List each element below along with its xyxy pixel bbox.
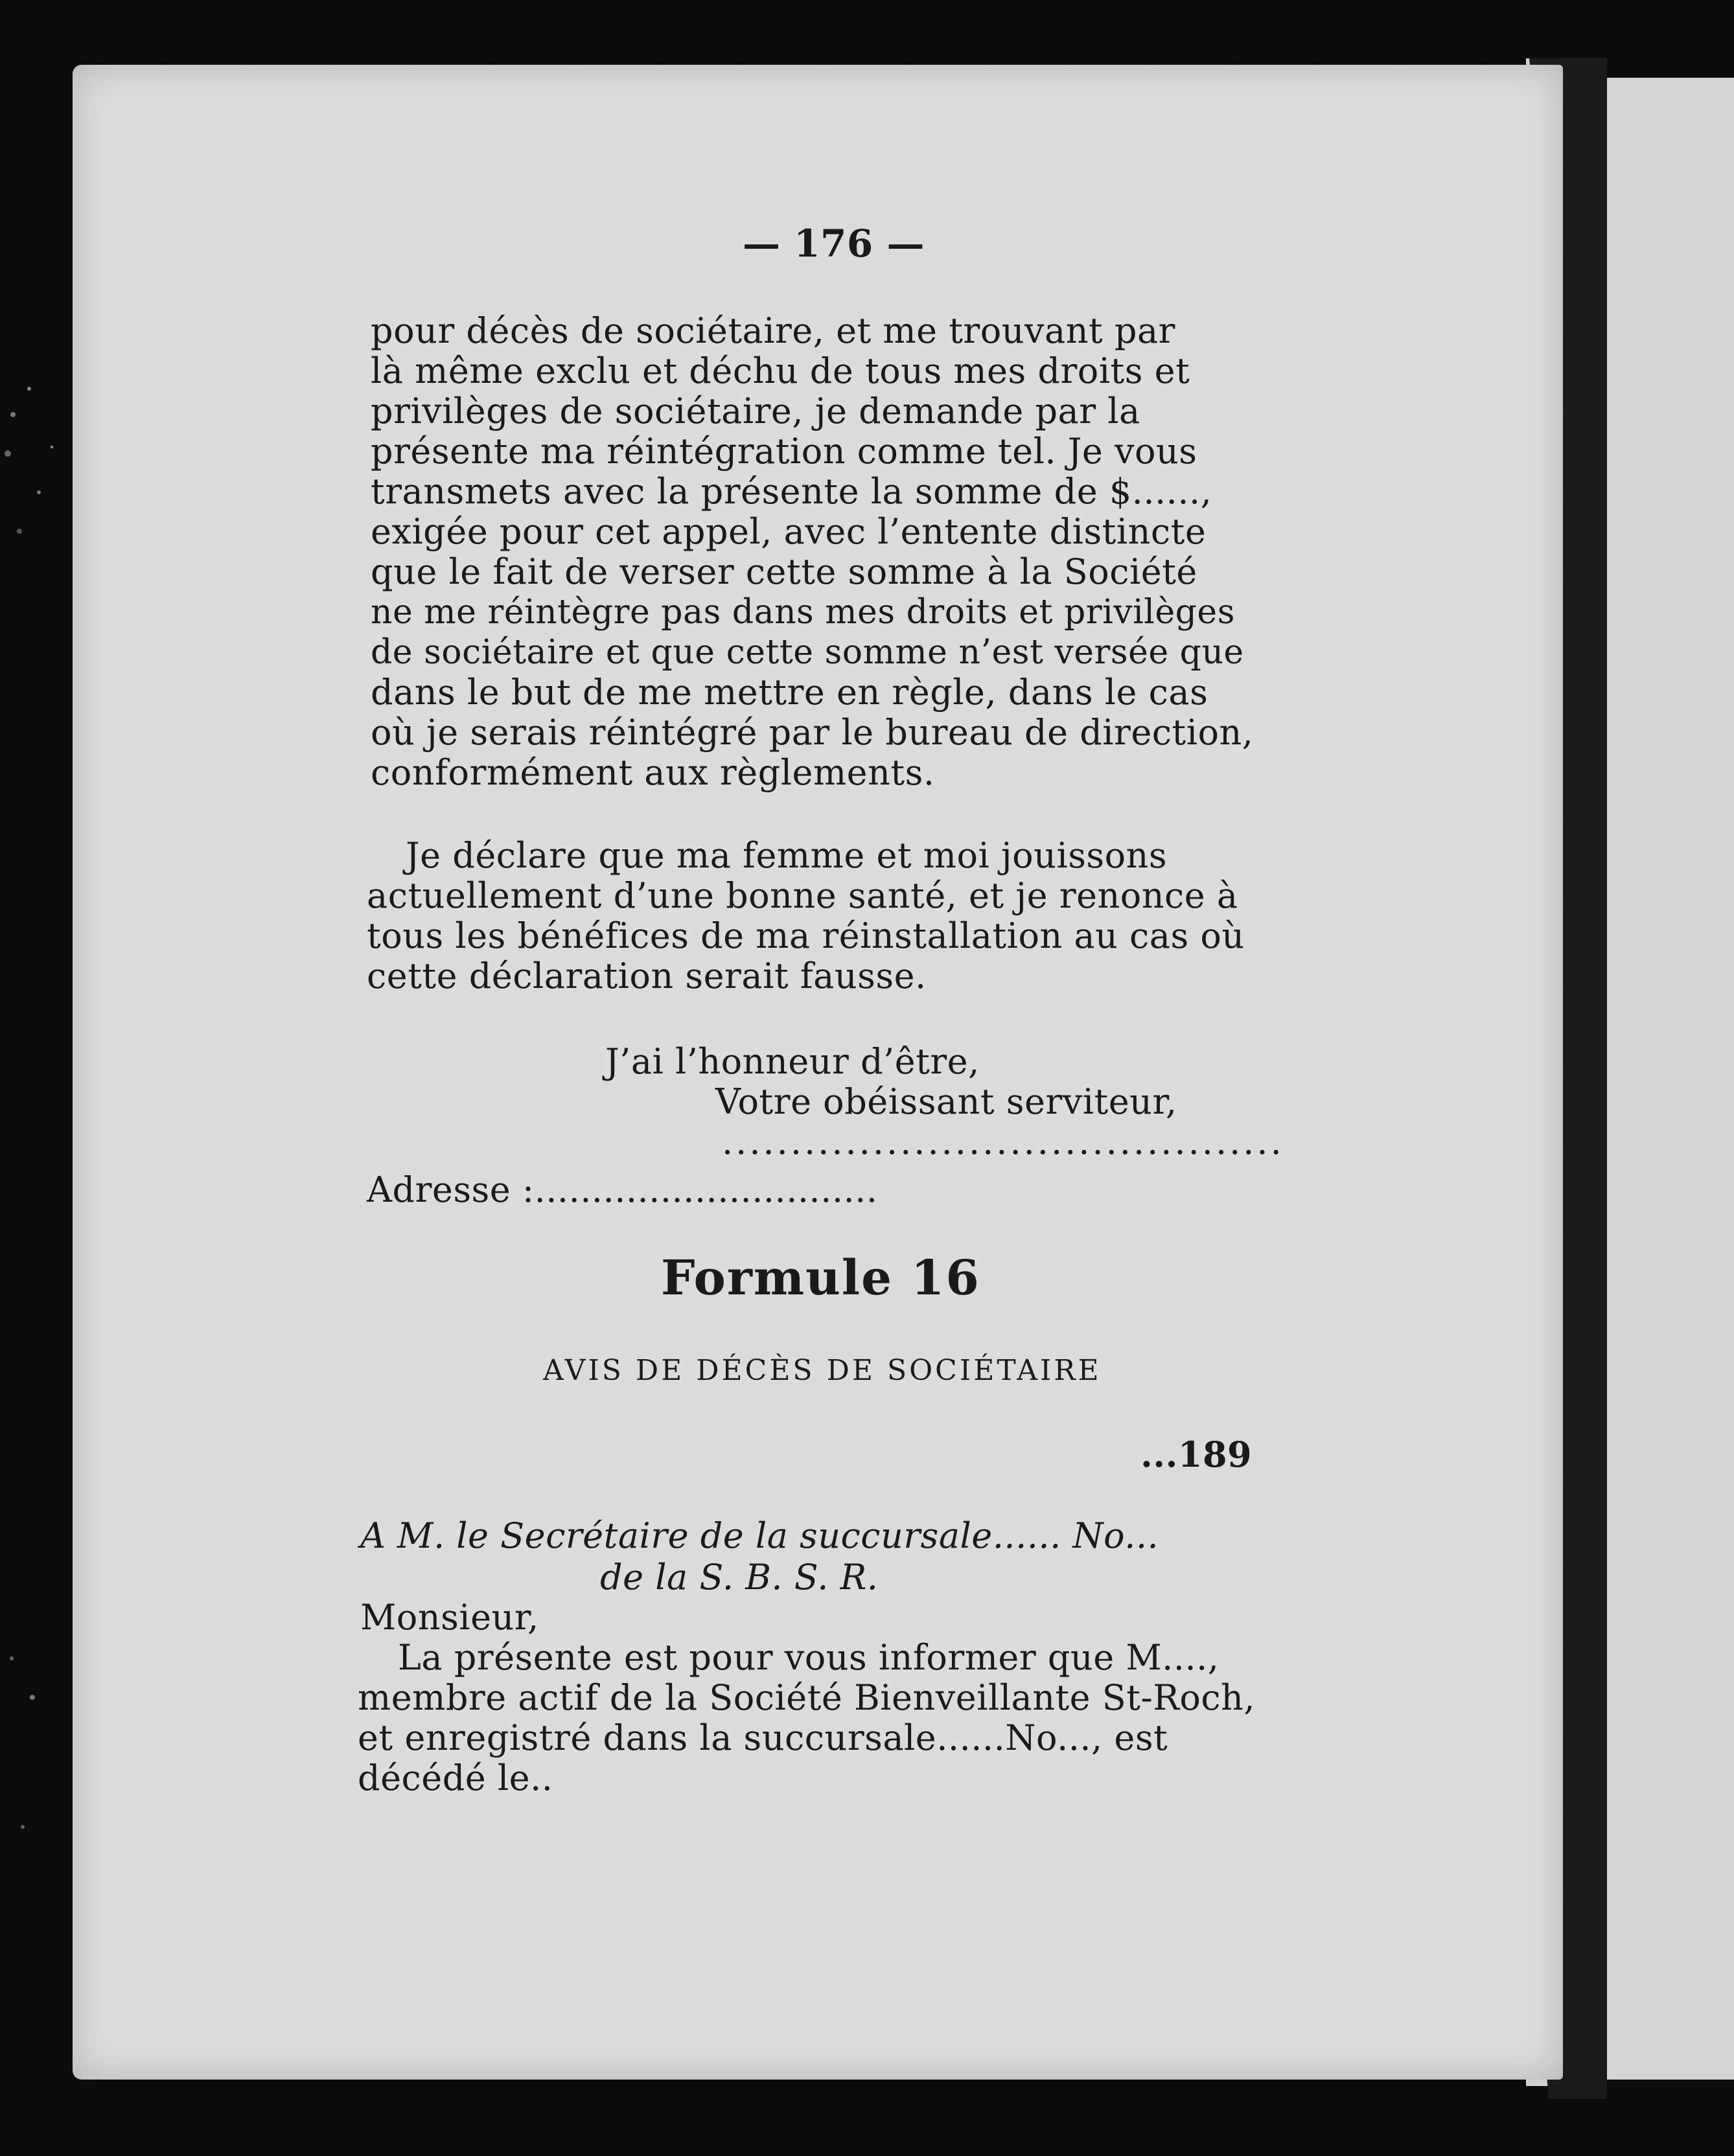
text-line: décédé le.. xyxy=(358,1758,553,1798)
signature-line: ......................................... xyxy=(722,1121,1284,1162)
text-line: que le fait de verser cette somme à la Société xyxy=(371,551,1197,592)
form-title: Formule 16 xyxy=(661,1250,980,1306)
text-line: privilèges de sociétaire, je demande par la xyxy=(371,391,1140,431)
closing-signoff: Votre obéissant serviteur, xyxy=(715,1081,1177,1122)
form-subtitle: AVIS DE DÉCÈS DE SOCIÉTAIRE xyxy=(543,1354,1102,1387)
addressee-line: A M. le Secrétaire de la succursale...... No... xyxy=(360,1515,1159,1556)
salutation: Monsieur, xyxy=(360,1597,539,1638)
text-line xyxy=(371,311,1297,351)
text-span: pour décès de sociétaire, et me trouvant par xyxy=(371,310,1175,351)
closing-line: J’ai l’honneur d’être, xyxy=(605,1041,980,1082)
text-line: là même exclu et déchu de tous mes droits et xyxy=(371,350,1190,391)
address-field: Adresse :.............................. xyxy=(367,1169,878,1210)
page-number: — 176 — xyxy=(743,222,925,266)
text-line: où je serais réintégré par le bureau de direction, xyxy=(371,712,1254,753)
text-line: dans le but de me mettre en règle, dans le cas xyxy=(371,672,1208,713)
text-line: La présente est pour vous informer que M...., xyxy=(398,1637,1220,1678)
text-line: exigée pour cet appel, avec l’entente distincte xyxy=(371,511,1207,552)
date-line: ...189 xyxy=(1140,1434,1253,1475)
text-line: Je déclare que ma femme et moi jouissons xyxy=(406,835,1168,876)
text-line: transmets avec la présente la somme de $......, xyxy=(371,471,1212,512)
text-line: ne me réintègre pas dans mes droits et privilèges xyxy=(371,593,1235,632)
text-line: de sociétaire et que cette somme n’est versée que xyxy=(371,633,1244,672)
text-line: tous les bénéfices de ma réinstallation au cas où xyxy=(367,915,1245,956)
text-line: membre actif de la Société Bienveillante St-Roch, xyxy=(358,1677,1256,1718)
addressee-line: de la S. B. S. R. xyxy=(600,1557,879,1598)
text-line: actuellement d’une bonne santé, et je renonce à xyxy=(367,875,1238,916)
text-line: cette déclaration serait fausse. xyxy=(367,956,927,996)
text-line: conformément aux règlements. xyxy=(371,752,935,793)
text-line: présente ma réintégration comme tel. Je vous xyxy=(371,431,1197,472)
text-line: et enregistré dans la succursale......No..., est xyxy=(358,1717,1168,1758)
